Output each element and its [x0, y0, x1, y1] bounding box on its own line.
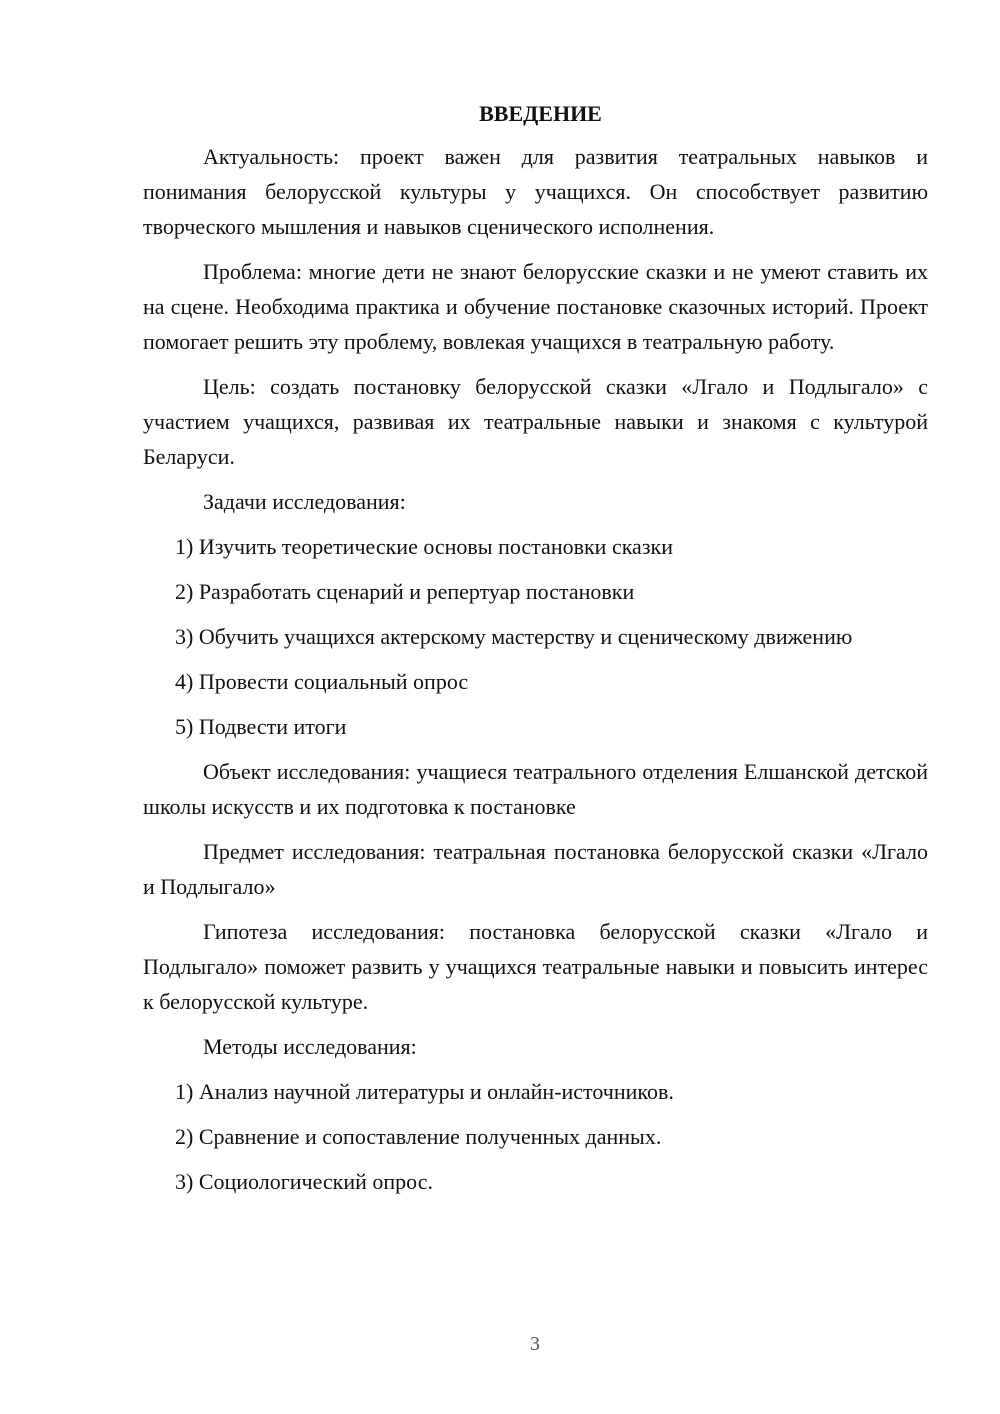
relevance-paragraph: Актуальность: проект важен для развития театральных навыков и понимания белорусской культуры у учащихся. Он способствует развитию творческого мышления и навыков сценического исполнения.	[143, 144, 928, 239]
methods-heading: Методы исследования:	[203, 1034, 417, 1059]
task-item: 4) Провести социальный опрос	[175, 669, 469, 694]
page-title: ВВЕДЕНИЕ	[479, 101, 602, 126]
hypothesis-paragraph: Гипотеза исследования: постановка белорусской сказки «Лгало и Подлыгало» поможет развить у учащихся театральные навыки и повысить интерес к белорусской культуре.	[143, 919, 928, 1014]
task-item: 2) Разработать сценарий и репертуар постановки	[175, 579, 635, 604]
task-item: 1) Изучить теоретические основы постановки сказки	[175, 534, 673, 559]
page-number: 3	[530, 1333, 540, 1355]
problem-paragraph: Проблема: многие дети не знают белорусские сказки и не умеют ставить их на сцене. Необходима практика и обучение постановке сказочных историй. Проект помогает решить эту проблему, вовлекая учащихся в театральную работу.	[143, 259, 928, 354]
task-item: 5) Подвести итоги	[175, 714, 347, 739]
method-item: 3) Социологический опрос.	[175, 1169, 433, 1194]
subject-paragraph: Предмет исследования: театральная постановка белорусской сказки «Лгало и Подлыгало»	[143, 839, 928, 899]
method-item: 2) Сравнение и сопоставление полученных данных.	[175, 1124, 662, 1149]
method-item: 1) Анализ научной литературы и онлайн-источников.	[175, 1079, 674, 1104]
goal-paragraph: Цель: создать постановку белорусской сказки «Лгало и Подлыгало» с участием учащихся, развивая их театральные навыки и знакомя с культурой Беларуси.	[143, 374, 928, 469]
object-paragraph: Объект исследования: учащиеся театрального отделения Елшанской детской школы искусств и их подготовка к постановке	[143, 759, 928, 819]
task-item: 3) Обучить учащихся актерскому мастерству и сценическому движению	[175, 624, 853, 649]
page-content	[143, 96, 928, 1209]
tasks-heading: Задачи исследования:	[203, 489, 406, 514]
